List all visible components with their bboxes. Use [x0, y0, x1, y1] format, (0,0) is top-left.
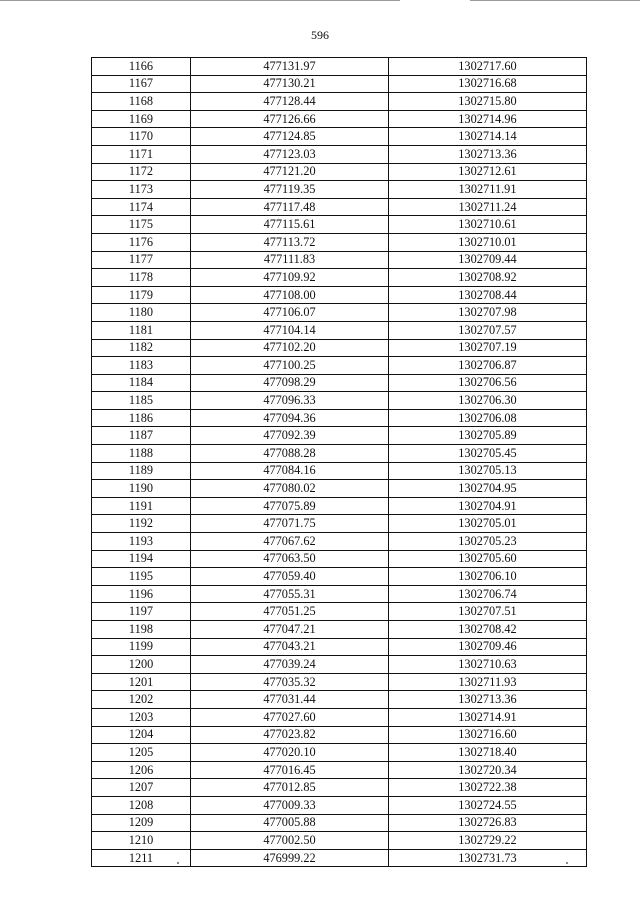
point-number-cell: 1171	[92, 145, 191, 163]
x-coordinate-cell: 477063.50	[191, 550, 389, 568]
point-number-cell: 1204	[92, 726, 191, 744]
y-coordinate-cell: 1302704.91	[389, 497, 587, 515]
x-coordinate-cell: 477016.45	[191, 761, 389, 779]
x-coordinate-cell: 477088.28	[191, 445, 389, 463]
table-row	[92, 849, 587, 867]
point-number-cell: 1199	[92, 638, 191, 656]
table-row	[92, 321, 587, 339]
x-coordinate-cell: 477117.48	[191, 198, 389, 216]
point-number-cell: 1178	[92, 269, 191, 287]
table-row	[92, 58, 587, 76]
x-coordinate-cell: 477035.32	[191, 673, 389, 691]
table-row	[92, 708, 587, 726]
y-coordinate-cell: 1302706.74	[389, 585, 587, 603]
point-number-cell: 1184	[92, 374, 191, 392]
table-row	[92, 110, 587, 128]
table-row	[92, 93, 587, 111]
y-coordinate-cell: 1302713.36	[389, 145, 587, 163]
y-coordinate-cell: 1302729.22	[389, 832, 587, 850]
x-coordinate-cell: 477123.03	[191, 145, 389, 163]
x-coordinate-cell: 477012.85	[191, 779, 389, 797]
table-row	[92, 673, 587, 691]
scan-speck	[177, 862, 179, 864]
x-coordinate-cell: 477108.00	[191, 286, 389, 304]
y-coordinate-cell: 1302705.60	[389, 550, 587, 568]
y-coordinate-cell: 1302708.42	[389, 621, 587, 639]
x-coordinate-cell: 477059.40	[191, 568, 389, 586]
y-coordinate-cell: 1302706.08	[389, 409, 587, 427]
x-coordinate-cell: 477009.33	[191, 796, 389, 814]
x-coordinate-cell: 477131.97	[191, 58, 389, 76]
point-number-cell: 1173	[92, 181, 191, 199]
x-coordinate-cell: 477067.62	[191, 533, 389, 551]
x-coordinate-cell: 477094.36	[191, 409, 389, 427]
x-coordinate-cell: 477102.20	[191, 339, 389, 357]
table-row	[92, 726, 587, 744]
y-coordinate-cell: 1302711.91	[389, 181, 587, 199]
x-coordinate-cell: 477126.66	[191, 110, 389, 128]
point-number-cell: 1179	[92, 286, 191, 304]
point-number-cell: 1198	[92, 621, 191, 639]
table-row	[92, 198, 587, 216]
y-coordinate-cell: 1302707.57	[389, 321, 587, 339]
point-number-cell: 1191	[92, 497, 191, 515]
y-coordinate-cell: 1302707.98	[389, 304, 587, 322]
coordinates-table-body	[92, 58, 587, 867]
x-coordinate-cell: 477096.33	[191, 392, 389, 410]
point-number-cell: 1172	[92, 163, 191, 181]
point-number-cell: 1176	[92, 233, 191, 251]
point-number-cell: 1194	[92, 550, 191, 568]
table-row	[92, 550, 587, 568]
x-coordinate-cell: 477043.21	[191, 638, 389, 656]
x-coordinate-cell: 477002.50	[191, 832, 389, 850]
y-coordinate-cell: 1302705.13	[389, 462, 587, 480]
x-coordinate-cell: 477005.88	[191, 814, 389, 832]
x-coordinate-cell: 476999.22	[191, 849, 389, 867]
y-coordinate-cell: 1302710.63	[389, 656, 587, 674]
x-coordinate-cell: 477092.39	[191, 427, 389, 445]
table-row	[92, 181, 587, 199]
table-row	[92, 427, 587, 445]
y-coordinate-cell: 1302709.46	[389, 638, 587, 656]
point-number-cell: 1203	[92, 708, 191, 726]
y-coordinate-cell: 1302726.83	[389, 814, 587, 832]
y-coordinate-cell: 1302705.23	[389, 533, 587, 551]
point-number-cell: 1182	[92, 339, 191, 357]
table-row	[92, 761, 587, 779]
y-coordinate-cell: 1302709.44	[389, 251, 587, 269]
y-coordinate-cell: 1302713.36	[389, 691, 587, 709]
x-coordinate-cell: 477128.44	[191, 93, 389, 111]
table-row	[92, 339, 587, 357]
table-row	[92, 796, 587, 814]
x-coordinate-cell: 477075.89	[191, 497, 389, 515]
y-coordinate-cell: 1302706.56	[389, 374, 587, 392]
point-number-cell: 1181	[92, 321, 191, 339]
point-number-cell: 1187	[92, 427, 191, 445]
table-row	[92, 128, 587, 146]
y-coordinate-cell: 1302712.61	[389, 163, 587, 181]
y-coordinate-cell: 1302706.30	[389, 392, 587, 410]
y-coordinate-cell: 1302708.92	[389, 269, 587, 287]
point-number-cell: 1206	[92, 761, 191, 779]
table-row	[92, 480, 587, 498]
table-row	[92, 409, 587, 427]
point-number-cell: 1180	[92, 304, 191, 322]
y-coordinate-cell: 1302731.73	[389, 849, 587, 867]
point-number-cell: 1207	[92, 779, 191, 797]
table-row	[92, 357, 587, 375]
x-coordinate-cell: 477020.10	[191, 744, 389, 762]
y-coordinate-cell: 1302705.89	[389, 427, 587, 445]
x-coordinate-cell: 477124.85	[191, 128, 389, 146]
top-scan-rule	[470, 0, 640, 1]
point-number-cell: 1188	[92, 445, 191, 463]
x-coordinate-cell: 477100.25	[191, 357, 389, 375]
x-coordinate-cell: 477119.35	[191, 181, 389, 199]
x-coordinate-cell: 477115.61	[191, 216, 389, 234]
y-coordinate-cell: 1302705.45	[389, 445, 587, 463]
point-number-cell: 1195	[92, 568, 191, 586]
y-coordinate-cell: 1302722.38	[389, 779, 587, 797]
x-coordinate-cell: 477084.16	[191, 462, 389, 480]
y-coordinate-cell: 1302706.10	[389, 568, 587, 586]
y-coordinate-cell: 1302718.40	[389, 744, 587, 762]
table-row	[92, 568, 587, 586]
x-coordinate-cell: 477027.60	[191, 708, 389, 726]
table-row	[92, 269, 587, 287]
point-number-cell: 1167	[92, 75, 191, 93]
table-row	[92, 233, 587, 251]
point-number-cell: 1169	[92, 110, 191, 128]
table-row	[92, 445, 587, 463]
y-coordinate-cell: 1302716.68	[389, 75, 587, 93]
point-number-cell: 1170	[92, 128, 191, 146]
x-coordinate-cell: 477039.24	[191, 656, 389, 674]
y-coordinate-cell: 1302706.87	[389, 357, 587, 375]
y-coordinate-cell: 1302711.93	[389, 673, 587, 691]
x-coordinate-cell: 477071.75	[191, 515, 389, 533]
y-coordinate-cell: 1302714.96	[389, 110, 587, 128]
point-number-cell: 1197	[92, 603, 191, 621]
point-number-cell: 1183	[92, 357, 191, 375]
table-row	[92, 163, 587, 181]
y-coordinate-cell: 1302707.19	[389, 339, 587, 357]
point-number-cell: 1193	[92, 533, 191, 551]
table-row	[92, 75, 587, 93]
x-coordinate-cell: 477023.82	[191, 726, 389, 744]
x-coordinate-cell: 477080.02	[191, 480, 389, 498]
y-coordinate-cell: 1302708.44	[389, 286, 587, 304]
x-coordinate-cell: 477055.31	[191, 585, 389, 603]
y-coordinate-cell: 1302714.91	[389, 708, 587, 726]
table-row	[92, 621, 587, 639]
y-coordinate-cell: 1302720.34	[389, 761, 587, 779]
point-number-cell: 1208	[92, 796, 191, 814]
point-number-cell: 1196	[92, 585, 191, 603]
table-row	[92, 814, 587, 832]
table-row	[92, 497, 587, 515]
table-row	[92, 374, 587, 392]
point-number-cell: 1210	[92, 832, 191, 850]
y-coordinate-cell: 1302704.95	[389, 480, 587, 498]
point-number-cell: 1209	[92, 814, 191, 832]
y-coordinate-cell: 1302710.01	[389, 233, 587, 251]
table-row	[92, 656, 587, 674]
x-coordinate-cell: 477121.20	[191, 163, 389, 181]
top-scan-rule	[0, 0, 400, 1]
table-row	[92, 533, 587, 551]
table-row	[92, 585, 587, 603]
point-number-cell: 1186	[92, 409, 191, 427]
table-row	[92, 145, 587, 163]
coordinates-table	[91, 57, 587, 867]
x-coordinate-cell: 477113.72	[191, 233, 389, 251]
point-number-cell: 1190	[92, 480, 191, 498]
table-row	[92, 304, 587, 322]
y-coordinate-cell: 1302711.24	[389, 198, 587, 216]
y-coordinate-cell: 1302716.60	[389, 726, 587, 744]
point-number-cell: 1200	[92, 656, 191, 674]
point-number-cell: 1168	[92, 93, 191, 111]
y-coordinate-cell: 1302724.55	[389, 796, 587, 814]
x-coordinate-cell: 477047.21	[191, 621, 389, 639]
point-number-cell: 1201	[92, 673, 191, 691]
scan-speck	[566, 862, 568, 864]
table-row	[92, 286, 587, 304]
y-coordinate-cell: 1302717.60	[389, 58, 587, 76]
table-row	[92, 515, 587, 533]
x-coordinate-cell: 477104.14	[191, 321, 389, 339]
table-row	[92, 462, 587, 480]
table-row	[92, 392, 587, 410]
x-coordinate-cell: 477109.92	[191, 269, 389, 287]
table-row	[92, 216, 587, 234]
point-number-cell: 1166	[92, 58, 191, 76]
x-coordinate-cell: 477111.83	[191, 251, 389, 269]
point-number-cell: 1192	[92, 515, 191, 533]
table-row	[92, 603, 587, 621]
y-coordinate-cell: 1302715.80	[389, 93, 587, 111]
point-number-cell: 1205	[92, 744, 191, 762]
x-coordinate-cell: 477098.29	[191, 374, 389, 392]
table-row	[92, 779, 587, 797]
point-number-cell: 1174	[92, 198, 191, 216]
x-coordinate-cell: 477031.44	[191, 691, 389, 709]
y-coordinate-cell: 1302714.14	[389, 128, 587, 146]
x-coordinate-cell: 477130.21	[191, 75, 389, 93]
table-row	[92, 251, 587, 269]
point-number-cell: 1189	[92, 462, 191, 480]
y-coordinate-cell: 1302710.61	[389, 216, 587, 234]
y-coordinate-cell: 1302707.51	[389, 603, 587, 621]
x-coordinate-cell: 477051.25	[191, 603, 389, 621]
table-row	[92, 638, 587, 656]
point-number-cell: 1175	[92, 216, 191, 234]
x-coordinate-cell: 477106.07	[191, 304, 389, 322]
y-coordinate-cell: 1302705.01	[389, 515, 587, 533]
table-row	[92, 832, 587, 850]
page-number: 596	[311, 28, 329, 42]
table-row	[92, 744, 587, 762]
table-row	[92, 691, 587, 709]
point-number-cell: 1177	[92, 251, 191, 269]
point-number-cell: 1185	[92, 392, 191, 410]
point-number-cell: 1202	[92, 691, 191, 709]
point-number-cell: 1211	[92, 849, 191, 867]
